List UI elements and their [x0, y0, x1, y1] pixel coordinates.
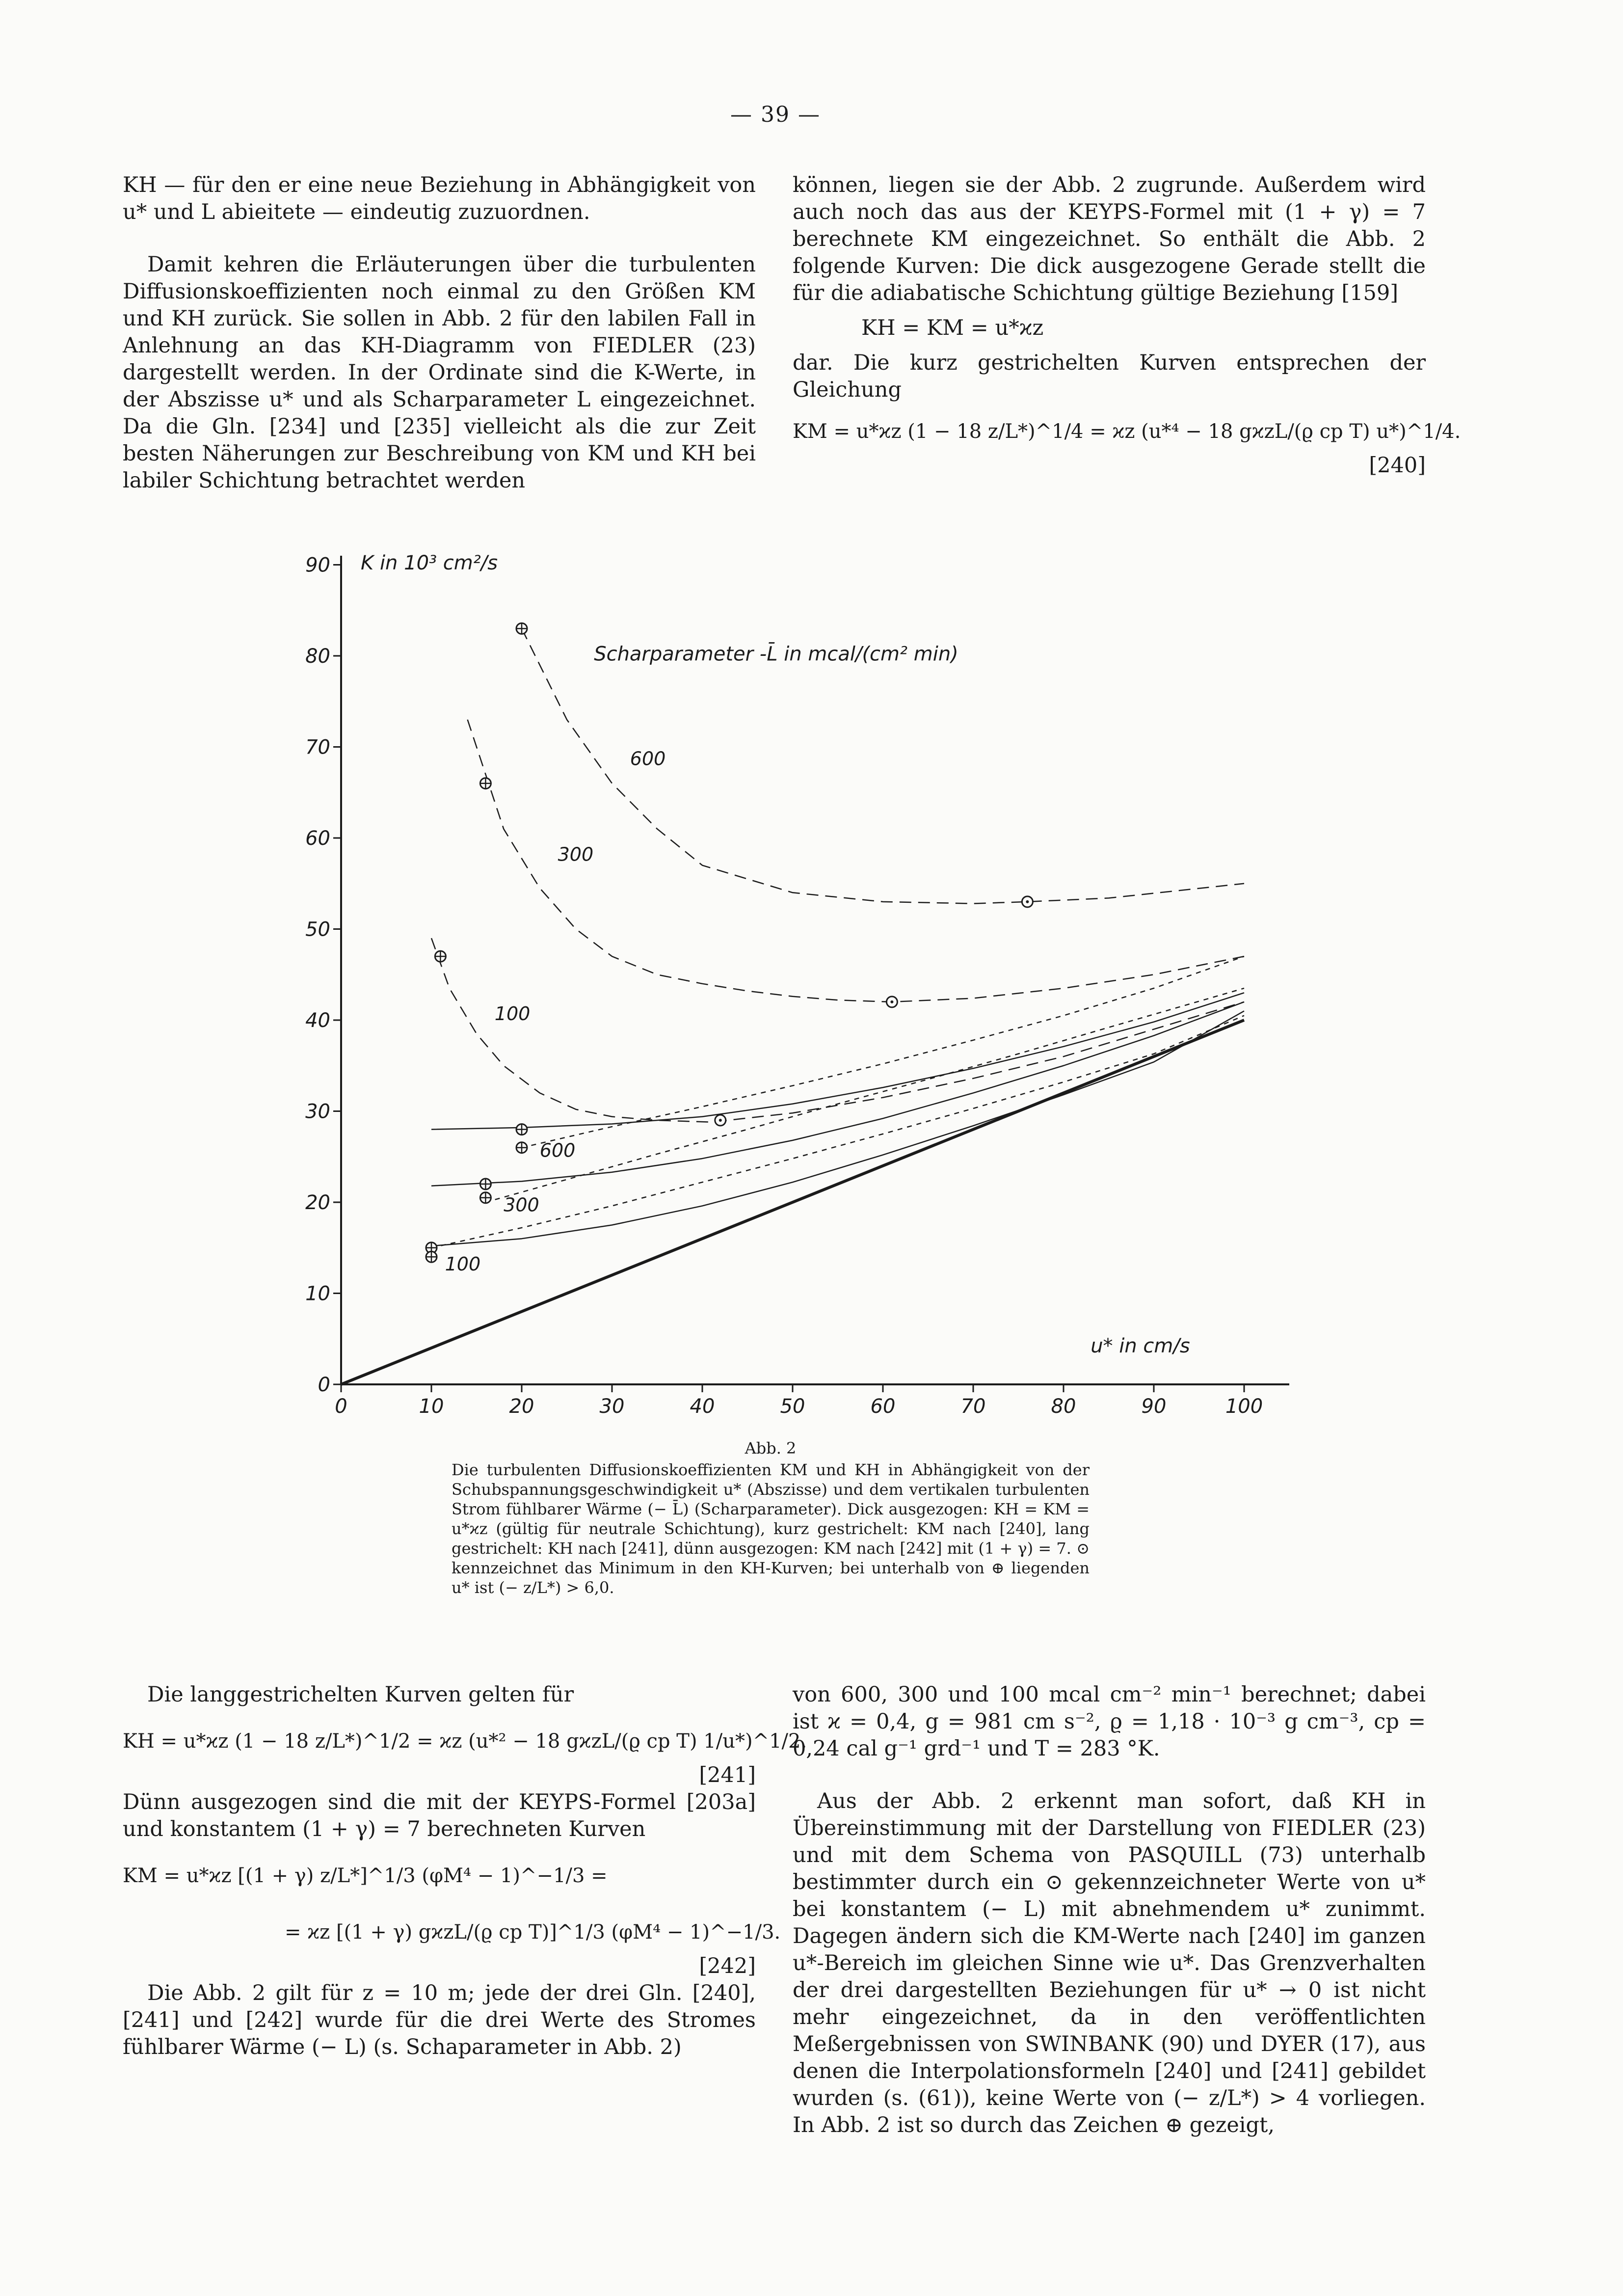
series-line-short-dash-6	[431, 1016, 1244, 1248]
series-line-thin-solid-7	[431, 993, 1244, 1129]
x-tick-label: 20	[509, 1395, 534, 1418]
x-tick-label: 0	[335, 1395, 347, 1418]
x-axis-label: u* in cm/s	[1091, 1335, 1190, 1358]
paragraph: können, liegen sie der Abb. 2 zugrunde. Außerdem wird auch noch das aus der KEYPS-Formel mit (1 + γ) = 7 berechnete KM eingezeichnet. So enthält die Abb. 2 folgende Kurven: Die dick ausgezogene Gerade stellt die für die adiabatische Schichtung gültige Beziehung [159]	[793, 173, 1426, 305]
y-tick-label: 50	[305, 918, 330, 941]
paragraph: Dünn ausgezogen sind die mit der KEYPS-Formel [203a] und konstantem (1 + γ) = 7 berechneten Kurven	[123, 1790, 756, 1841]
chart-markers	[426, 623, 1033, 1262]
equation-number: [240]	[1369, 453, 1426, 478]
paragraph: Damit kehren die Erläuterungen über die turbulenten Diffusionskoeffizienten noch einmal zu den Größen KM und KH zurück. Sie sollen in Abb. 2 für den labilen Fall in Anlehnung an das KH-Diagramm von FIEDLER (23) dargestellt werden. In der Ordinate sind die K-Werte, in der Abszisse u* und als Scharparameter L eingezeichnet. Da die Gln. [234] und [235] vielleicht als die zur Zeit besten Näherungen zur Beschreibung von KM und KH bei labiler Schichtung betrachtet werden	[123, 252, 756, 493]
right-column-bottom	[793, 1681, 1426, 2139]
equation-159: KH = KM = u*ϰz	[861, 316, 1044, 340]
series-line-short-dash-5	[485, 988, 1244, 1202]
left-column-top	[123, 172, 756, 494]
y-tick-label: 40	[305, 1009, 330, 1032]
chart-axes	[305, 551, 1289, 1418]
chart-labels	[361, 552, 1190, 1357]
paragraph: Die Abb. 2 gilt für z = 10 m; jede der drei Gln. [240], [241] und [242] wurde für die drei Werte des Stromes fühlbarer Wärme (− L) (s. Schaparameter in Abb. 2)	[123, 1981, 756, 2059]
x-tick-label: 100	[1225, 1395, 1263, 1418]
figure-caption	[452, 1438, 1090, 1597]
y-tick-label: 80	[305, 645, 330, 668]
x-tick-label: 50	[780, 1395, 805, 1418]
x-tick-label: 30	[599, 1395, 625, 1418]
y-tick-label: 70	[305, 736, 330, 759]
y-tick-label: 90	[305, 554, 330, 577]
left-column-bottom	[123, 1681, 807, 2061]
curve-label: 300	[504, 1194, 539, 1216]
diffusion-coefficient-chart	[294, 530, 1301, 1424]
minimum-marker-dot	[1026, 900, 1029, 903]
y-tick-label: 30	[305, 1100, 330, 1123]
legend-title: Scharparameter -L̄ in mcal/(cm² min)	[594, 643, 958, 666]
y-tick-label: 0	[318, 1374, 330, 1396]
equation-242a: KM = u*ϰz [(1 + γ) z/L*]^1/3 (φM⁴ − 1)^−1/3 =	[123, 1864, 608, 1887]
curve-label: 600	[630, 748, 666, 770]
y-tick-label: 10	[305, 1282, 330, 1305]
y-tick-label: 60	[305, 827, 330, 850]
caption-text: Die turbulenten Diffusionskoeffizienten KM und KH in Abhängigkeit von der Schubspannungsgeschwindigkeit u* (Abszisse) und dem vertikalen turbulenten Strom fühlbarer Wärme (− L̄) (Scharparameter). Dick ausgezogen: KH = KM = u*ϰz (gültig für neutrale Schichtung), kurz gestrichelt: KM nach [240], lang gestrichelt: KH nach [241], dünn ausgezogen: KM nach [242] mit (1 + γ) = 7. ⊙ kennzeichnet das Minimum in den KH-Kurven; bei unterhalb von ⊕ liegenden u* ist (− z/L*) > 6,0.	[452, 1460, 1090, 1597]
x-tick-label: 60	[870, 1395, 896, 1418]
paragraph: von 600, 300 und 100 mcal cm⁻² min⁻¹ berechnet; dabei ist ϰ = 0,4, g = 981 cm s⁻², ϱ = 1,18 · 10⁻³ g cm⁻³, cp = 0,24 cal g⁻¹ grd⁻¹ und T = 283 °K.	[793, 1682, 1426, 1761]
x-tick-label: 70	[960, 1395, 986, 1418]
x-tick-label: 90	[1141, 1395, 1167, 1418]
x-tick-label: 40	[690, 1395, 715, 1418]
paragraph: Die langgestrichelten Kurven gelten für	[147, 1682, 574, 1707]
equation-number: [241]	[699, 1763, 756, 1787]
equation-240: KM = u*ϰz (1 − 18 z/L*)^1/4 = ϰz (u*⁴ − 18 gϰzL/(ϱ cp T) u*)^1/4.	[793, 420, 1461, 443]
x-tick-label: 80	[1051, 1395, 1076, 1418]
paragraph: KH — für den er eine neue Beziehung in Abhängigkeit von u* und L abieitete — eindeutig zuzuordnen.	[123, 173, 756, 224]
curve-label: 100	[494, 1003, 531, 1025]
minimum-marker-dot	[890, 1000, 893, 1003]
equation-241: KH = u*ϰz (1 − 18 z/L*)^1/2 = ϰz (u*² − 18 gϰzL/(ϱ cp T) 1/u*)^1/2.	[123, 1730, 807, 1753]
x-tick-label: 10	[419, 1395, 444, 1418]
caption-figure-number: Abb. 2	[745, 1439, 797, 1458]
curve-label: 300	[558, 843, 594, 865]
minimum-marker-dot	[719, 1119, 722, 1122]
curve-label: 600	[539, 1139, 576, 1162]
page-number: — 39 —	[730, 102, 821, 127]
equation-242b: = ϰz [(1 + γ) gϰzL/(ϱ cp T)]^1/3 (φM⁴ − 1)^−1/3.	[285, 1921, 781, 1944]
curve-label: 100	[445, 1253, 481, 1275]
series-line-thick-solid-0	[341, 1020, 1244, 1384]
paragraph: dar. Die kurz gestrichelten Kurven entsprechen der Gleichung	[793, 351, 1426, 402]
y-axis-label: K in 10³ cm²/s	[361, 551, 498, 574]
equation-number: [242]	[699, 1954, 756, 1978]
paragraph: Aus der Abb. 2 erkennt man sofort, daß KH in Übereinstimmung mit der Darstellung von FIEDLER (23) und mit dem Schema von PASQUILL (73) unterhalb bestimmter durch ein ⊙ gekennzeichneter Werte von u* bei konstantem (− L) mit abnehmendem u* zunimmt. Dagegen ändern sich die KM-Werte nach [240] im ganzen u*-Bereich im gleichen Sinne wie u*. Das Grenzverhalten der drei dargestellten Beziehungen für u* → 0 ist nicht mehr eingezeichnet, da in den veröffentlichten Meßergebnissen von SWINBANK (90) und DYER (17), aus denen die Interpolationsformeln [240] und [241] gebildet wurden (s. (61)), keine Werte von (− z/L*) > 4 vorliegen. In Abb. 2 ist so durch das Zeichen ⊕ gezeigt,	[793, 1789, 1426, 2137]
y-tick-label: 20	[305, 1191, 330, 1214]
right-column-top	[793, 172, 1461, 479]
